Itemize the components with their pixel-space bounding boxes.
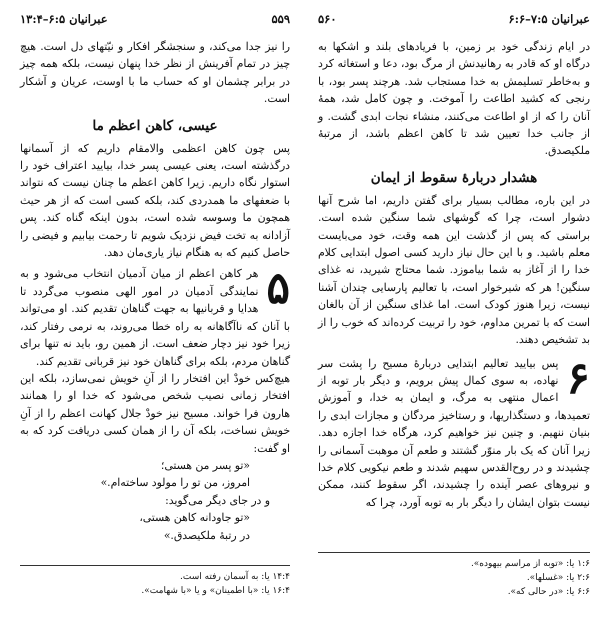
footnote-rule	[318, 552, 590, 553]
footnotes	[20, 570, 290, 598]
quote-line: «تو جاودانه کاهن هستی،	[139, 511, 250, 525]
text-column	[20, 38, 290, 544]
footnote: ۲:۶ یا: «غسلها».	[526, 573, 590, 583]
section-heading: هشدار دربارهٔ سقوط از ایمان	[370, 169, 538, 186]
quote-line: امروز، من تو را مولود ساخته‌ام.»	[100, 476, 250, 490]
paragraph: پس چون کاهن اعظمی والامقام داریم که از آسمانها درگذشته است، یعنی عیسی پسر خدا، بیایید اعتراف خود را استوار نگاه داریم. زیرا کاهن اعظم ما چنان نیست که نتواند با ضعفهای ما همدردی کند، بلکه کسی است که از هر حیث همچون ما وسوسه شده است، بدون اینکه گناه کند. پس آزادانه به تخت فیض نزدیک شویم تا رحمت بیابیم و فیضی را حاصل کنیم که به هنگام نیاز یاری‌مان دهد.	[20, 141, 290, 260]
footnote: ۱۴:۴ یا: به آسمان رفته است.	[180, 572, 290, 582]
chapter-number: ۶	[566, 352, 590, 404]
running-header	[20, 12, 290, 28]
paragraph: در این باره، مطالب بسیار برای گفتن داریم، اما شرح آنها دشوار است، چرا که گوشهای شما سنگین شده است. براستی که پس از گذشت این همه وقت، خود می‌بایست معلم باشید. و با این حال نیاز دارید کسی اصول ابتدایی کلام خدا را از آغاز به شما بیاموزد. شما محتاج شیرید، نه غذای سنگین! هر که شیرخوار است، با تعالیم پارسایی چندان آشنا نیست، زیرا هنوز کودک است. اما غذای سنگین از آن بالغان است که با تمرین مداوم، خود را تربیت کرده‌اند که خوب را از بد تشخیص دهند.	[318, 193, 590, 347]
text-column	[318, 38, 590, 511]
paragraph: هر کاهن اعظم از میان آدمیان انتخاب می‌شود و به نمایندگی آدمیان در امور الهی منصوب می‌گردد تا هدایا و قربانیها به جهت گناهان تقدیم کند. او می‌تواند با آنان که ناآگاهانه به راه خطا می‌روند، به نرمی رفتار کند، زیرا خود نیز دچار ضعف است. از همین رو، باید نه تنها برای گناهان مردم، بلکه برای گناهان خود نیز قربانی تقدیم کند.	[20, 267, 290, 368]
scripture-quote	[20, 457, 270, 544]
running-head-reference: عبرانیان ۶:۵–۱۳:۴	[20, 12, 108, 26]
quote-line: و در جای دیگر می‌گوید:	[165, 493, 270, 507]
footnote-rule	[20, 565, 290, 566]
page-560	[308, 0, 600, 626]
footnote: ۱:۶ یا: «توبه از مراسم بیهوده».	[470, 559, 590, 569]
page-number: ۵۶۰	[318, 12, 337, 26]
paragraph: پس بیایید تعالیم ابتدایی دربارهٔ مسیح را پشت سر نهاده، به سوی کمال پیش برویم، و دیگر بار توبه از اعمال منتهی به مرگ، و ایمان به خدا، و آموزش تعمیدها، و دستگذاریها، و رستاخیز مردگان و مجازات ابدی را بنیان ننهیم. و چنین نیز خواهیم کرد، هرگاه خدا اجازه دهد. زیرا آنان که یک بار منوّر گشتند و طعم آن موهبت آسمانی را چشیدند و در روح‌القدس سهیم شدند و طعم نیکویی کلام خدا و نیروهای عصر آینده را چشیدند، اگر سقوط کنند، ممکن نیست بتوان ایشان را دیگر بار به توبه آورد، چرا که	[318, 356, 590, 509]
quote-line: در رتبهٔ ملکیصدق.»	[163, 528, 250, 542]
paragraph: را نیز جدا می‌کند، و سنجشگر افکار و نیّتهای دل است. هیچ چیز در تمام آفرینش از نظر خدا پنهان نیست، بلکه همه چیز در برابر چشمان او که حساب ما با اوست، عریان و آشکار است.	[20, 40, 290, 106]
page-number: ۵۵۹	[271, 12, 290, 26]
footnote: ۱۶:۴ یا: «با اطمینان» و یا «با شهامت».	[141, 586, 290, 596]
section-heading: عیسی، کاهن اعظم ما	[92, 117, 218, 134]
paragraph: در ایام زندگی خود بر زمین، با فریادهای بلند و اشکها به درگاه او که قادر به رهانیدنش از مرگ بود، دعا و استغاثه کرد و به‌خاطر تسلیمش به خدا مستجاب شد. هرچند پسر بود، با رنجی که کشید اطاعت را آموخت. و چون کامل شد، همهٔ آنان را که از او اطاعت می‌کنند، منشاء نجات ابدی گشت. و از جانب خدا تعیین شد تا کاهن اعظم باشد، از مرتبهٔ ملکیصدق.	[318, 40, 590, 158]
running-header	[318, 12, 590, 28]
page-559	[10, 0, 300, 626]
paragraph: هیچ‌کس خودْ این افتخار را از آنِ خویش نمی‌سازد، بلکه این افتخار زمانی نصیب شخص می‌شود که خدا او را همانند هارون فرا خواند. مسیح نیز خودْ جلال کهانت اعظم را از آنِ خویش نساخت، بلکه آن را از همان کسی دریافت کرد که به او گفت:	[20, 371, 290, 455]
quote-line: «تو پسر من هستی؛	[160, 458, 250, 472]
running-head-reference: عبرانیان ۷:۵–۶:۶	[508, 12, 590, 26]
chapter-number: ۵	[266, 263, 290, 315]
footnotes	[318, 557, 590, 599]
footnote: ۶:۶ یا: «در حالی که».	[507, 587, 590, 597]
